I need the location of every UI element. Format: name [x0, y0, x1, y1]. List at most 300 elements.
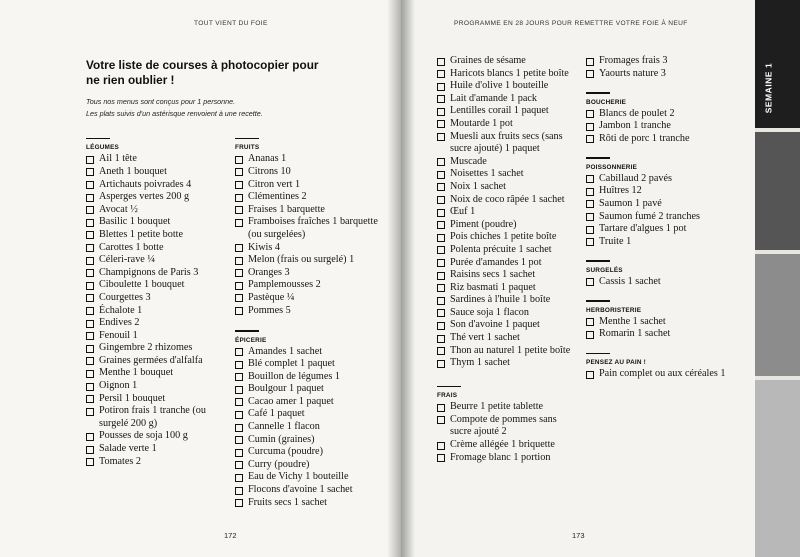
list-item-label: Fenouil 1: [99, 329, 138, 341]
list-item-label: Asperges vertes 200 g: [99, 191, 190, 203]
checkbox-icon[interactable]: [586, 238, 594, 246]
list-item: [86, 292, 226, 305]
checkbox-icon[interactable]: [235, 499, 243, 507]
checkbox-icon[interactable]: [437, 442, 445, 450]
checkbox-icon[interactable]: [437, 454, 445, 462]
checkbox-icon[interactable]: [235, 206, 243, 214]
list-item: [235, 396, 385, 409]
list-item: [586, 368, 738, 381]
checkbox-icon[interactable]: [86, 320, 94, 328]
list-item: [437, 452, 579, 465]
list-item-label: Compote de pommes sans sucre ajouté 2: [450, 413, 557, 438]
checkbox-icon[interactable]: [437, 416, 445, 424]
list-item-label: Aneth 1 bouquet: [99, 165, 167, 177]
checkbox-icon[interactable]: [86, 206, 94, 214]
page-number-right: 173: [572, 531, 585, 540]
checkbox-icon[interactable]: [437, 171, 445, 179]
list-item: [86, 242, 226, 255]
checkbox-icon[interactable]: [235, 269, 243, 277]
list-item: [86, 216, 226, 229]
checkbox-icon[interactable]: [437, 347, 445, 355]
checkbox-icon[interactable]: [437, 272, 445, 280]
list-item: [437, 439, 579, 452]
list-item-label: Riz basmati 1 paquet: [450, 281, 536, 293]
list-item-label: Thé vert 1 sachet: [450, 332, 520, 344]
section-epicerie: [235, 330, 385, 509]
section-rule: [586, 260, 610, 261]
list-item: [235, 383, 385, 396]
list-item: [235, 242, 385, 255]
checkbox-icon[interactable]: [437, 133, 445, 141]
list-item: [437, 231, 579, 244]
list-item: [86, 317, 226, 330]
list-item-label: Tartare d'algues 1 pot: [599, 223, 687, 235]
list-item-label: Fromage blanc 1 portion: [450, 451, 551, 463]
checkbox-icon[interactable]: [235, 194, 243, 202]
checkbox-icon[interactable]: [586, 70, 594, 78]
section-boucherie: [586, 92, 738, 145]
checkbox-icon[interactable]: [235, 244, 243, 252]
checkbox-icon[interactable]: [437, 259, 445, 267]
list-item: [235, 371, 385, 384]
checkbox-icon[interactable]: [437, 360, 445, 368]
list-item: [86, 166, 226, 179]
tab-stripe: [755, 254, 800, 376]
list-item: [586, 185, 738, 198]
checkbox-icon[interactable]: [86, 433, 94, 441]
list-item: [235, 446, 385, 459]
list-item: [437, 206, 579, 219]
list-item: [586, 55, 738, 68]
list-item-label: Carottes 1 botte: [99, 241, 164, 253]
section-title: FRUITS: [235, 144, 260, 152]
section-herboristerie: [586, 300, 738, 341]
list-item-label: Huîtres 12: [599, 185, 642, 197]
list-item: [586, 236, 738, 249]
column-produits-frais: [586, 55, 738, 381]
checkbox-icon[interactable]: [86, 231, 94, 239]
list-item: [437, 80, 579, 93]
section-title: FRAIS: [437, 392, 458, 400]
checkbox-icon[interactable]: [86, 244, 94, 252]
checkbox-icon[interactable]: [437, 108, 445, 116]
list-item: [235, 346, 385, 359]
checkbox-icon[interactable]: [235, 411, 243, 419]
list-item-label: Courgettes 3: [99, 291, 151, 303]
list-item-label: Muscade: [450, 155, 487, 167]
checkbox-icon[interactable]: [235, 398, 243, 406]
list-item-label: Romarin 1 sachet: [599, 328, 671, 340]
list-item-label: Amandes 1 sachet: [248, 345, 323, 357]
list-item-label: Melon (frais ou surgelé) 1: [248, 254, 355, 266]
list-item: [437, 93, 579, 106]
checkbox-icon[interactable]: [86, 345, 94, 353]
list-item: [86, 191, 226, 204]
checkbox-icon[interactable]: [437, 70, 445, 78]
checkbox-icon[interactable]: [586, 175, 594, 183]
checkbox-icon[interactable]: [586, 123, 594, 131]
list-item: [586, 316, 738, 329]
list-item-label: Pousses de soja 100 g: [99, 430, 188, 442]
checkbox-icon[interactable]: [437, 95, 445, 103]
checkbox-icon[interactable]: [437, 120, 445, 128]
list-item-label: Lait d'amande 1 pack: [450, 92, 537, 104]
list-item-label: Flocons d'avoine 1 sachet: [248, 484, 353, 496]
list-item-label: Fromages frais 3: [599, 55, 668, 66]
checkbox-icon[interactable]: [86, 194, 94, 202]
list-item: [235, 497, 385, 510]
running-head: TOUT VIENT DU FOIE: [194, 20, 268, 27]
list-item-label: Thym 1 sachet: [450, 357, 510, 369]
list-item: [235, 408, 385, 421]
list-item-label: Café 1 paquet: [248, 408, 305, 420]
list-item-label: Thon au naturel 1 petite boîte: [450, 344, 571, 356]
checkbox-icon[interactable]: [235, 474, 243, 482]
list-item-label: Avocat ½: [99, 203, 138, 215]
list-item: [437, 282, 579, 295]
page-number-left: 172: [224, 531, 237, 540]
list-item: [437, 181, 579, 194]
list-item-label: Pamplemousses 2: [248, 279, 321, 291]
list-item: [437, 219, 579, 232]
checkbox-icon[interactable]: [235, 219, 243, 227]
checkbox-icon[interactable]: [235, 181, 243, 189]
list-item-label: Fraises 1 barquette: [248, 203, 325, 215]
list-item-label: Oranges 3: [248, 266, 290, 278]
list-item: [235, 305, 385, 318]
list-item-label: Moutarde 1 pot: [450, 117, 513, 129]
section-rule: [86, 138, 110, 139]
checkbox-icon[interactable]: [86, 383, 94, 391]
checkbox-icon[interactable]: [235, 436, 243, 444]
section-frais: [437, 386, 579, 464]
checkbox-icon[interactable]: [235, 487, 243, 495]
list-item-label: Huile d'olive 1 bouteille: [450, 80, 549, 92]
list-item-label: Cannelle 1 flacon: [248, 421, 320, 433]
list-item: [437, 257, 579, 270]
list-item-label: Sardines à l'huile 1 boîte: [450, 294, 551, 306]
list-item-label: Noisettes 1 sachet: [450, 168, 524, 180]
list-item-label: Tomates 2: [99, 455, 142, 467]
list-item: [437, 332, 579, 345]
section-title: POISSONNERIE: [586, 163, 638, 171]
list-item-label: Kiwis 4: [248, 241, 280, 253]
list-item: [86, 254, 226, 267]
list-item: [586, 211, 738, 224]
page-title: Votre liste de courses à photocopier pour ne rien oublier !: [86, 58, 319, 87]
list-item: [437, 156, 579, 169]
checkbox-icon[interactable]: [235, 307, 243, 315]
checkbox-icon[interactable]: [235, 386, 243, 394]
list-item-label: Endives 2: [99, 317, 140, 329]
list-item: [235, 358, 385, 371]
list-item-label: Basilic 1 bouquet: [99, 216, 171, 228]
section-title: HERBORISTERIE: [586, 306, 642, 314]
list-item-label: Crème allégée 1 briquette: [450, 439, 555, 451]
checkbox-icon[interactable]: [86, 446, 94, 454]
section-rule: [586, 92, 610, 93]
list-item-label: Salade verte 1: [99, 443, 157, 455]
section-title: SURGELÉS: [586, 266, 623, 274]
column-legumes: [86, 138, 226, 468]
checkbox-icon[interactable]: [437, 246, 445, 254]
list-item-label: Pastèque ¼: [248, 291, 295, 303]
list-item-label: Citron vert 1: [248, 178, 301, 190]
week-tab-label: [754, 58, 782, 118]
list-item: [437, 194, 579, 207]
checkbox-icon[interactable]: [235, 282, 243, 290]
checkbox-icon[interactable]: [86, 282, 94, 290]
list-item: [437, 401, 579, 414]
checkbox-icon[interactable]: [586, 213, 594, 221]
list-item-label: Sauce soja 1 flacon: [450, 306, 529, 318]
checkbox-icon[interactable]: [437, 58, 445, 66]
checkbox-icon[interactable]: [235, 257, 243, 265]
list-item-label: Lentilles corail 1 paquet: [450, 105, 549, 117]
list-item: [86, 330, 226, 343]
list-item: [586, 173, 738, 186]
list-item-label: Saumon fumé 2 tranches: [599, 210, 700, 222]
list-item: [235, 459, 385, 472]
section-surgeles: [586, 260, 738, 288]
intro-note-1: Tous nos menus sont conçus pour 1 personne.: [86, 97, 236, 106]
checkbox-icon[interactable]: [437, 183, 445, 191]
checkbox-icon[interactable]: [86, 307, 94, 315]
gutter-shadow-left: [387, 0, 401, 557]
checkbox-icon[interactable]: [437, 196, 445, 204]
list-item-label: Curcuma (poudre): [248, 446, 323, 458]
checkbox-icon[interactable]: [437, 322, 445, 330]
checkbox-icon[interactable]: [235, 348, 243, 356]
section-title: LÉGUMES: [86, 144, 120, 152]
checkbox-icon[interactable]: [86, 168, 94, 176]
list-item-label: Clémentines 2: [248, 191, 307, 203]
section-rule: [586, 157, 610, 158]
running-head: PROGRAMME EN 28 JOURS POUR REMETTRE VOTRE FOIE À NEUF: [454, 20, 688, 27]
checkbox-icon[interactable]: [86, 408, 94, 416]
checkbox-icon[interactable]: [437, 284, 445, 292]
checkbox-icon[interactable]: [586, 278, 594, 286]
list-item-label: Menthe 1 sachet: [599, 315, 666, 327]
list-item: [586, 120, 738, 133]
list-item-label: Pommes 5: [248, 304, 291, 316]
checkbox-icon[interactable]: [586, 331, 594, 339]
list-item: [235, 267, 385, 280]
list-item: [235, 204, 385, 217]
section-fruits: [235, 138, 385, 317]
list-item: [586, 198, 738, 211]
list-item-label: Champignons de Paris 3: [99, 266, 199, 278]
list-item: [86, 153, 226, 166]
checkbox-icon[interactable]: [437, 404, 445, 412]
checkbox-icon[interactable]: [235, 461, 243, 469]
checkbox-icon[interactable]: [86, 269, 94, 277]
checkbox-icon[interactable]: [586, 226, 594, 234]
list-item: [86, 305, 226, 318]
list-item-label: Menthe 1 bouquet: [99, 367, 174, 379]
checkbox-icon[interactable]: [86, 332, 94, 340]
checkbox-icon[interactable]: [586, 135, 594, 143]
list-item-label: Piment (poudre): [450, 218, 517, 230]
list-item-label: Gingembre 2 rhizomes: [99, 342, 193, 354]
list-item-label: Noix de coco râpée 1 sachet: [450, 193, 565, 205]
section-rule: [235, 330, 259, 331]
list-item: [235, 471, 385, 484]
list-item-label: Œuf 1: [450, 206, 476, 218]
list-item: [586, 276, 738, 289]
checkbox-icon[interactable]: [86, 395, 94, 403]
list-item-label: Raisins secs 1 sachet: [450, 269, 536, 281]
list-item-label: Citrons 10: [248, 165, 291, 177]
checkbox-icon[interactable]: [235, 424, 243, 432]
section-pain: [586, 353, 738, 381]
checkbox-icon[interactable]: [437, 158, 445, 166]
list-item: [586, 328, 738, 341]
list-item: [235, 153, 385, 166]
list-item: [86, 430, 226, 443]
list-item: [437, 168, 579, 181]
checkbox-icon[interactable]: [437, 335, 445, 343]
list-item-label: Artichauts poivrades 4: [99, 178, 192, 190]
checkbox-icon[interactable]: [586, 110, 594, 118]
list-item: [235, 166, 385, 179]
list-item-label: Ciboulette 1 bouquet: [99, 279, 185, 291]
list-item-label: Purée d'amandes 1 pot: [450, 256, 542, 268]
list-item-label: Boulgour 1 paquet: [248, 383, 324, 395]
list-item-label: Blettes 1 petite botte: [99, 228, 184, 240]
section-rule: [235, 138, 259, 139]
checkbox-icon[interactable]: [586, 200, 594, 208]
section-rule: [586, 300, 610, 301]
checkbox-icon[interactable]: [86, 219, 94, 227]
list-item: [437, 319, 579, 332]
list-item: [437, 269, 579, 282]
checkbox-icon[interactable]: [86, 458, 94, 466]
list-item-label: Ail 1 tête: [99, 153, 137, 165]
checkbox-icon[interactable]: [437, 221, 445, 229]
checkbox-icon[interactable]: [86, 370, 94, 378]
list-item-label: Fruits secs 1 sachet: [248, 496, 327, 508]
list-item-label: Saumon 1 pavé: [599, 197, 662, 209]
list-item: [235, 421, 385, 434]
list-item-label: Graines de sésame: [450, 55, 526, 66]
list-item: [586, 223, 738, 236]
list-item: [86, 279, 226, 292]
list-item: [86, 456, 226, 469]
list-item: [86, 179, 226, 192]
list-item: [86, 393, 226, 406]
list-item: [86, 355, 226, 368]
checkbox-icon[interactable]: [86, 257, 94, 265]
section-poissonnerie: [586, 157, 738, 248]
list-item: [586, 108, 738, 121]
checkbox-icon[interactable]: [86, 156, 94, 164]
list-item-label: Blancs de poulet 2: [599, 107, 675, 119]
list-item: [235, 216, 385, 241]
section-rule: [586, 353, 610, 354]
checkbox-icon[interactable]: [437, 209, 445, 217]
list-item: [86, 367, 226, 380]
list-item: [235, 434, 385, 447]
list-item: [86, 405, 226, 430]
checkbox-icon[interactable]: [235, 156, 243, 164]
list-item-label: Potiron frais 1 tranche (ou surgelé 200 g): [99, 405, 206, 429]
list-item: [437, 307, 579, 320]
list-item-label: Cabillaud 2 pavés: [599, 172, 672, 184]
checkbox-icon[interactable]: [235, 294, 243, 302]
list-item: [235, 179, 385, 192]
list-item-label: Curry (poudre): [248, 458, 310, 470]
list-item: [437, 55, 579, 68]
list-item: [235, 254, 385, 267]
checkbox-icon[interactable]: [437, 309, 445, 317]
list-item-label: Rôti de porc 1 tranche: [599, 132, 690, 144]
section-title: ÉPICERIE: [235, 336, 267, 344]
gutter-shadow-right: [401, 0, 415, 557]
list-item: [235, 279, 385, 292]
tab-stripe: [755, 380, 800, 557]
checkbox-icon[interactable]: [437, 234, 445, 242]
right-page: [401, 0, 800, 557]
checkbox-icon[interactable]: [586, 188, 594, 196]
list-item-label: Graines germées d'alfalfa: [99, 354, 203, 366]
checkbox-icon[interactable]: [586, 318, 594, 326]
list-item-label: Échalote 1: [99, 304, 143, 316]
checkbox-icon[interactable]: [86, 294, 94, 302]
list-item-label: Framboises fraîches 1 barquette (ou surgelées): [248, 216, 378, 240]
list-item: [437, 244, 579, 257]
list-item-label: Bouillon de légumes 1: [248, 370, 340, 382]
list-item-label: Noix 1 sachet: [450, 180, 507, 192]
list-item: [235, 484, 385, 497]
list-item: [235, 292, 385, 305]
section-title: BOUCHERIE: [586, 98, 627, 106]
column-epicerie-frais: [437, 55, 579, 464]
list-item-label: Haricots blancs 1 petite boîte: [450, 67, 569, 79]
list-item: [437, 357, 579, 370]
checkbox-icon[interactable]: [437, 297, 445, 305]
list-item-label: Blé complet 1 paquet: [248, 358, 335, 370]
section-legumes: [86, 138, 226, 468]
section-title: PENSEZ AU PAIN !: [586, 359, 647, 367]
list-item-label: Oignon 1: [99, 380, 138, 392]
checkbox-icon[interactable]: [437, 83, 445, 91]
checkbox-icon[interactable]: [586, 58, 594, 66]
list-item-label: Truite 1: [599, 235, 632, 247]
list-item-label: Jambon 1 tranche: [599, 120, 671, 132]
list-item-label: Pois chiches 1 petite boîte: [450, 231, 557, 243]
tab-stripe: [755, 132, 800, 250]
list-item-label: Cumin (graines): [248, 433, 315, 445]
checkbox-icon[interactable]: [235, 373, 243, 381]
list-item-label: Cacao amer 1 paquet: [248, 395, 334, 407]
checkbox-icon[interactable]: [235, 168, 243, 176]
list-item-label: Eau de Vichy 1 bouteille: [248, 471, 349, 483]
list-item-label: Céleri-rave ¼: [99, 254, 156, 266]
checkbox-icon[interactable]: [235, 449, 243, 457]
checkbox-icon[interactable]: [86, 181, 94, 189]
checkbox-icon[interactable]: [235, 361, 243, 369]
checkbox-icon[interactable]: [586, 371, 594, 379]
list-item: [235, 191, 385, 204]
list-item: [86, 443, 226, 456]
list-item: [437, 294, 579, 307]
list-item: [437, 345, 579, 358]
list-item-label: Cassis 1 sachet: [599, 275, 661, 287]
list-item: [437, 414, 579, 439]
list-item: [86, 380, 226, 393]
checkbox-icon[interactable]: [86, 357, 94, 365]
